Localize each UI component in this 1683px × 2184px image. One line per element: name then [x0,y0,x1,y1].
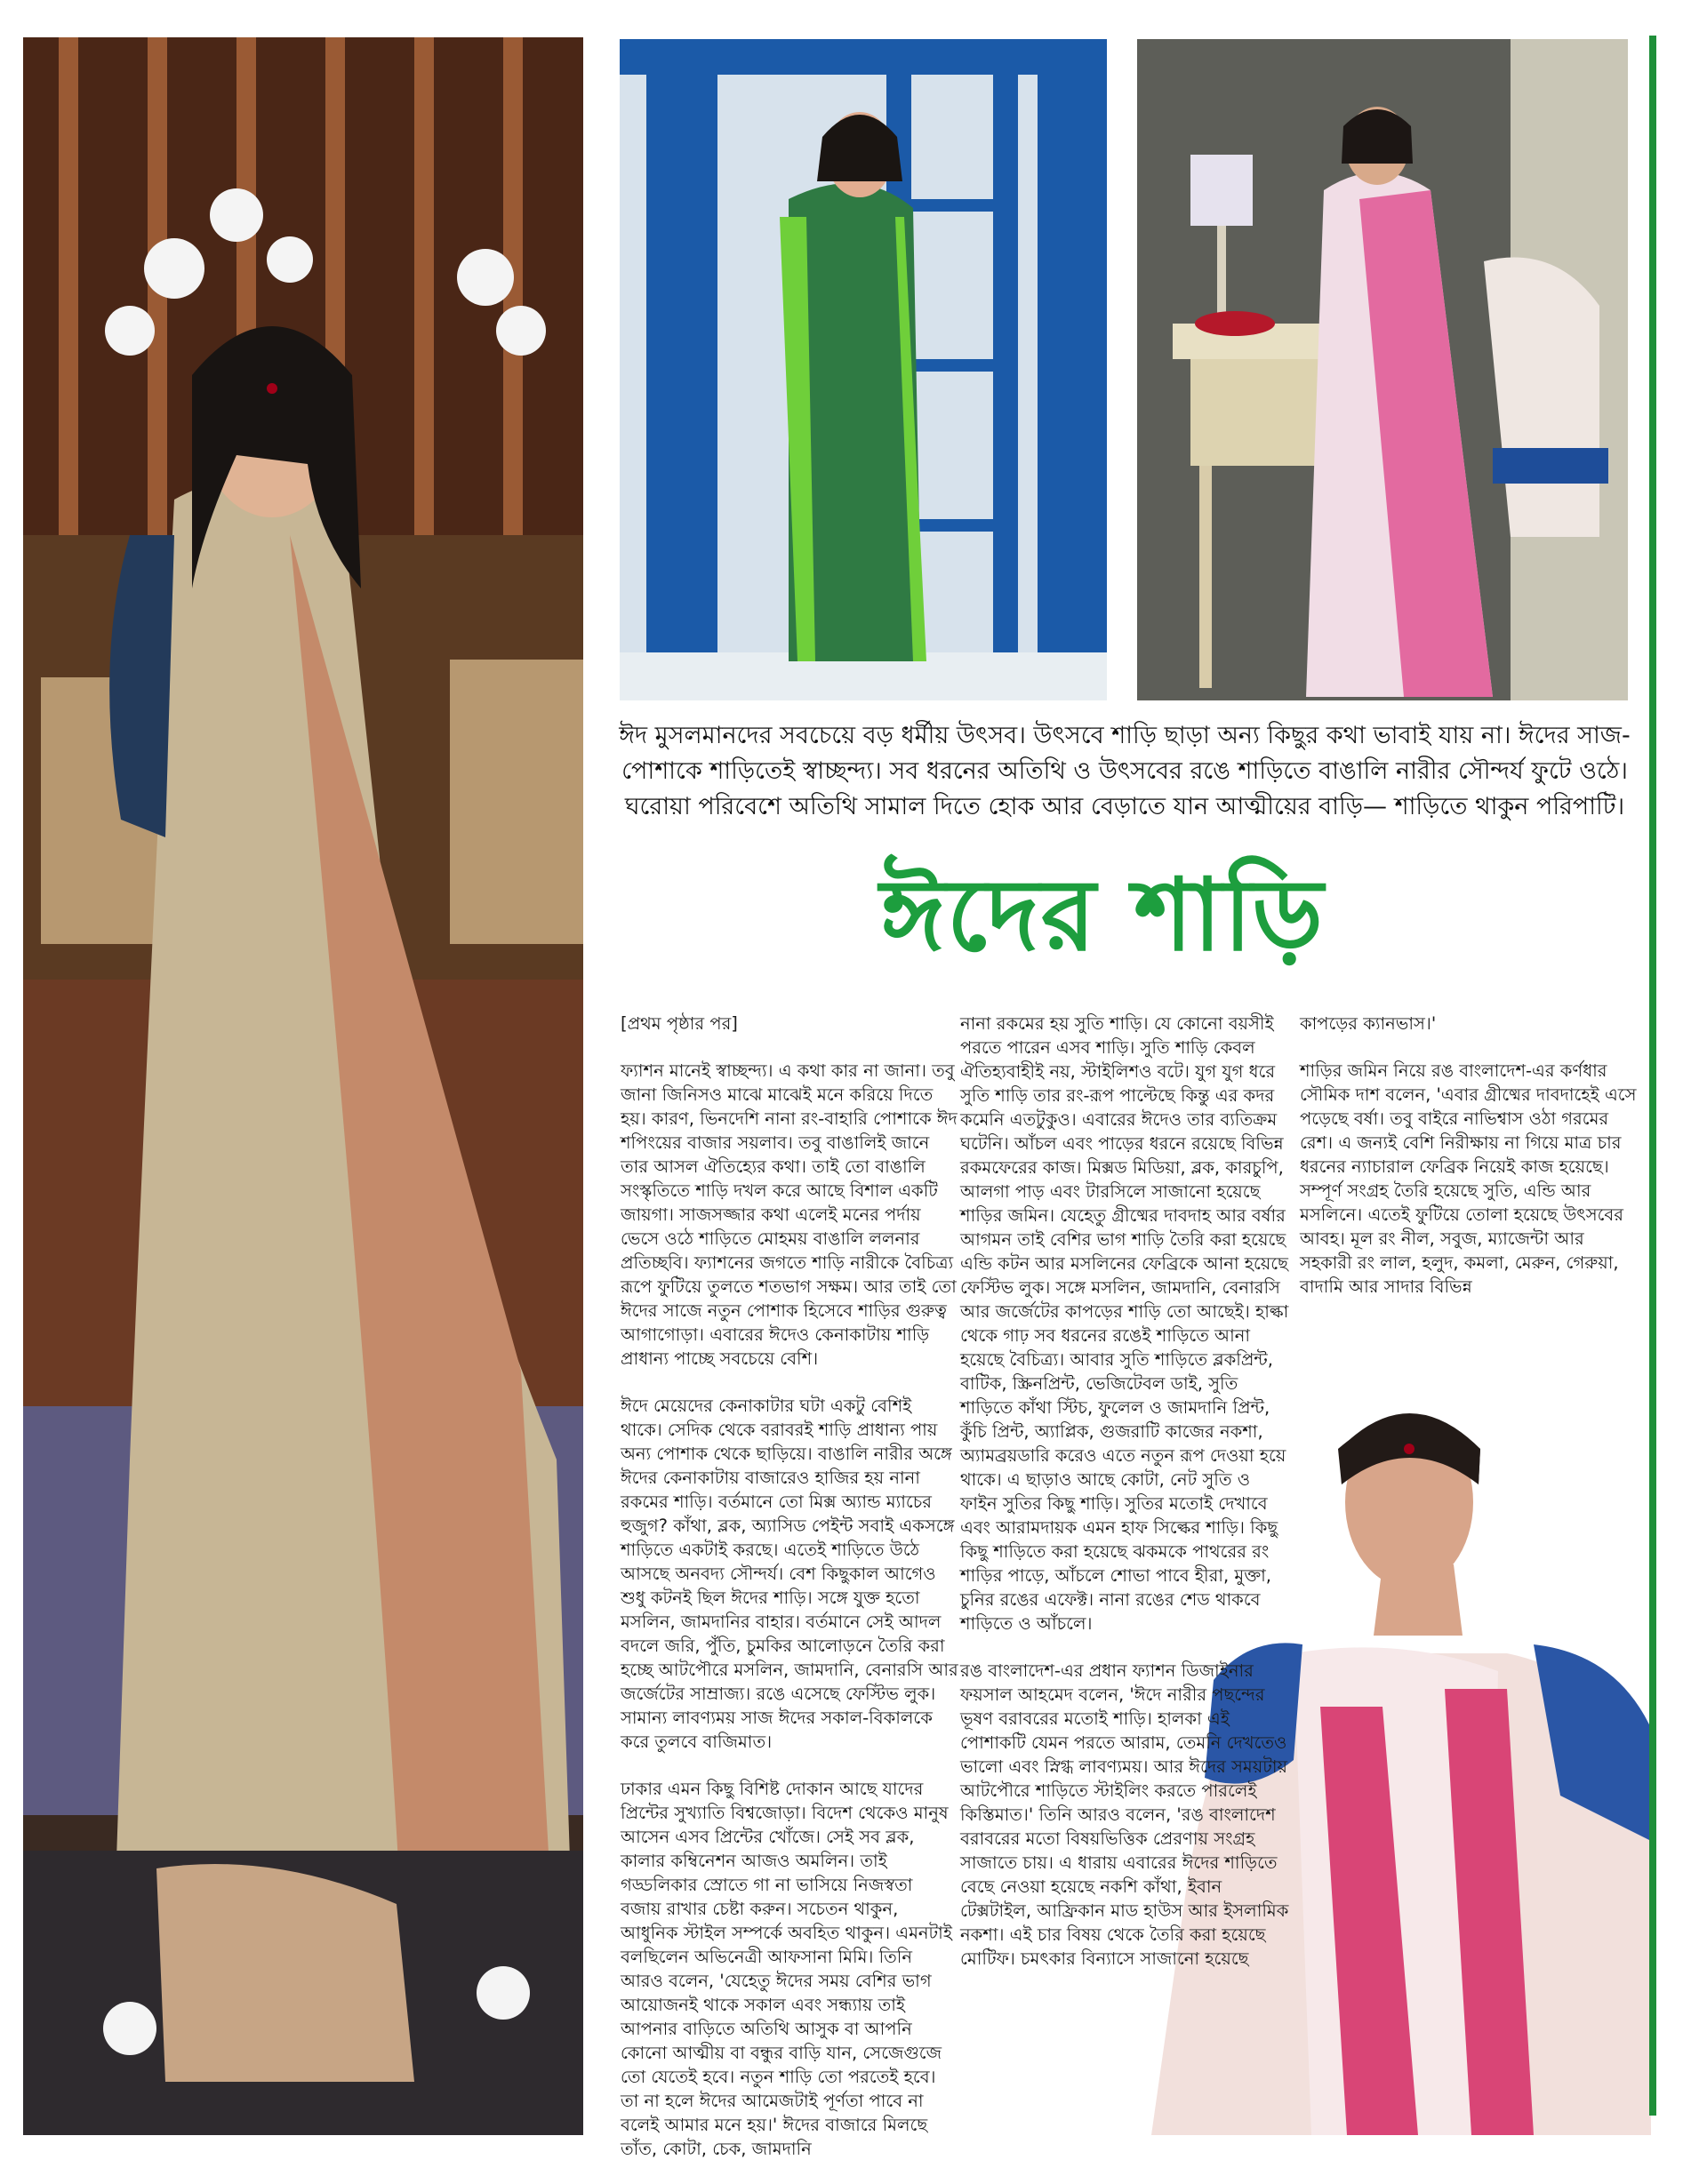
column-1 [621,1012,958,2184]
column-2 [960,1012,1289,1994]
paragraph: শাড়ির জমিন নিয়ে রঙ বাংলাদেশ-এর কর্ণধার সৌমিক দাশ বলেন, 'এবার গ্রীষ্মের দাবদাহেই এসে পড়েছে বর্ষা। তবু বাইরে নাভিশ্বাস ওঠা গরমের রেশ। এ জন্যই বেশি নিরীক্ষায় না গিয়ে মাত্র চার ধরনের ন্যাচারাল ফেব্রিক নিয়েই কাজ হয়েছে। সম্পূর্ণ সংগ্রহ তৈরি হয়েছে সুতি, এন্ডি আর মসলিনে। এতেই ফুটিয়ে তোলা হয়েছে উৎসবের আবহ। মূল রং নীল, সবুজ, ম্যাজেন্টা আর সহকারী রং লাল, হলুদ, কমলা, মেরুন, গেরুয়া, বাদামি আর সাদার বিভিন্ন [1300,1060,1637,1297]
headline: ঈদের শাড়ি [879,857,1326,973]
paragraph: কাপড়ের ক্যানভাস।' [1300,1013,1437,1034]
intro-text: ঈদ মুসলমানদের সবচেয়ে বড় ধর্মীয় উৎসব। উৎসবে শাড়ি ছাড়া অন্য কিছুর কথা ভাবাই যায় না। ঈদের সাজ-পোশাকে শাড়িতেই স্বাচ্ছন্দ্য। সব ধরনের অতিথি ও উৎসবের রঙে শাড়িতে বাঙালি নারীর সৌন্দর্য ফুটে ওঠে। ঘরোয়া পরিবেশে অতিথি সামাল দিতে হোক আর বেড়াতে যান আত্মীয়ের বাড়ি— শাড়িতে থাকুন পরিপাটি। [619,722,1631,820]
paragraph: ঢাকার এমন কিছু বিশিষ্ট দোকান আছে যাদের প্রিন্টের সুখ্যাতি বিশ্বজোড়া। বিদেশ থেকেও মানুষ আসেন এসব প্রিন্টের খোঁজে। সেই সব ব্লক, কালার কম্বিনেশন আজও অমলিন। তাই গড্ডলিকার স্রোতে গা না ভাসিয়ে নিজস্বতা বজায় রাখার চেষ্টা করুন। সচেতন থাকুন, আধুনিক স্টাইল সম্পর্কে অবহিত থাকুন। এমনটাই বলছিলেন অভিনেত্রী আফসানা মিমি। তিনি আরও বলেন, 'যেহেতু ঈদের সময় বেশির ভাগ আয়োজনই থাকে সকাল এবং সন্ধ্যায় তাই আপনার বাড়িতে অতিথি আসুক বা আপনি কোনো আত্মীয় বা বন্ধুর বাড়ি যান, সেজেগুজে তো যেতেই হবে। নতুন শাড়ি তো পরতেই হবে। তা না হলে ঈদের আমেজটাই পূর্ণতা পাবে না বলেই আমার মনে হয়।' ঈদের বাজারে মিলছে তাঁত, কোটা, চেক, জামদানি [621,1779,952,2159]
main-photo [23,37,583,2135]
green-photo [620,39,1107,700]
paragraph: ঈদে মেয়েদের কেনাকাটার ঘটা একটু বেশিই থাকে। সেদিক থেকে বরাবরই শাড়ি প্রাধান্য পায় অন্য পোশাক থেকে ছাড়িয়ে। বাঙালি নারীর অঙ্গে ঈদের কেনাকাটায় বাজারেও হাজির হয় নানা রকমের শাড়ি। বর্তমানে তো মিক্স অ্যান্ড ম্যাচের হুজুগ? কাঁথা, ব্লক, অ্যাসিড পেইন্ট সবাই একসঙ্গে শাড়িতে একটাই করছে। এতেই শাড়িতে উঠে আসছে অনবদ্য সৌন্দর্য। বেশ কিছুকাল আগেও শুধু কটনই ছিল ঈদের শাড়ি। সঙ্গে যুক্ত হতো মসলিন, জামদানির বাহার। বর্তমানে সেই আদল বদলে জরি, পুঁতি, চুমকির আলোড়নে তৈরি করা হচ্ছে আটপৌরে মসলিন, জামদানি, বেনারসি আর জর্জেটের সাম্রাজ্য। রঙে এসেছে ফেস্টিভ লুক। সামান্য লাবণ্যময় সাজ ঈদের সকাল-বিকালকে করে তুলবে বাজিমাত। [621,1396,958,1752]
paragraph: নানা রকমের হয় সুতি শাড়ি। যে কোনো বয়সীই পরতে পারেন এসব শাড়ি। সুতি শাড়ি কেবল ঐতিহ্যবাহীই নয়, স্টাইলিশও বটে। যুগ যুগ ধরে সুতি শাড়ি তার রং-রূপ পাল্টেছে কিন্তু এর কদর কমেনি এতটুকুও। এবারের ঈদেও তার ব্যতিক্রম ঘটেনি। আঁচল এবং পাড়ের ধরনে রয়েছে বিভিন্ন রকমফেরের কাজ। মিক্সড মিডিয়া, ব্লক, কারচুপি, আলগা পাড় এবং টারসিলে সাজানো হয়েছে শাড়ির জমিন। যেহেতু গ্রীষ্মের দাবদাহ আর বর্ষার আগমন তাই বেশির ভাগ শাড়ি তৈরি করা হয়েছে এন্ডি কটন আর মসলিনের ফেব্রিকে আনা হয়েছে ফেস্টিভ লুক। সঙ্গে মসলিন, জামদানি, বেনারসি আর জর্জেটের কাপড়ের শাড়ি তো আছেই। হাল্কা থেকে গাঢ় সব ধরনের রঙেই শাড়িতে আনা হয়েছে বৈচিত্র্য। আবার সুতি শাড়িতে ব্লকপ্রিন্ট, বাটিক, স্ক্রিনপ্রিন্ট, ভেজিটেবল ডাই, সুতি শাড়িতে কাঁথা স্টিচ, ফুলেল ও জামদানি প্রিন্ট, কুঁচি প্রিন্ট, অ্যাপ্লিক, গুজরাটি কাজের নকশা, অ্যামব্রয়ডারি করেও এতে নতুন রূপ দেওয়া হয়ে থাকে। এ ছাড়াও আছে কোটা, নেট সুতি ও ফাইন সুতির কিছু শাড়ি। সুতির মতোই দেখাবে এবং আরামদায়ক এমন হাফ সিল্কের শাড়ি। কিছু কিছু শাড়িতে করা হয়েছে ঝকমকে পাথরের রং শাড়ির পাড়ে, আঁচলে শোভা পাবে হীরা, মুক্তা, চুনির রঙের এফেক্ট। নানা রঙের শেড থাকবে শাড়িতে ও আঁচলে। [960,1013,1289,1634]
pink-photo [1137,39,1628,700]
column-3 [1300,1012,1638,1322]
paragraph: ফ্যাশন মানেই স্বাচ্ছন্দ্য। এ কথা কার না জানা। তবু জানা জিনিসও মাঝে মাঝেই মনে করিয়ে দিতে হয়। কারণ, ভিনদেশি নানা রং-বাহারি পোশাকে ঈদ শপিংয়ের বাজার সয়লাব। তবু বাঙালিই জানে তার আসল ঐতিহ্যের কথা। তাই তো বাঙালি সংস্কৃতিতে শাড়ি দখল করে আছে বিশাল একটি জায়গা। সাজসজ্জার কথা এলেই মনের পর্দায় ভেসে ওঠে শাড়িতে মোহময় বাঙালি ললনার প্রতিচ্ছবি। ফ্যাশনের জগতে শাড়ি নারীকে বৈচিত্র্য রূপে ফুটিয়ে তুলতে শতভাগ সক্ষম। আর তাই তো ঈদের সাজে নতুন পোশাক হিসেবে শাড়ির গুরুত্ব আগাগোড়া। এবারের ঈদেও কেনাকাটায় শাড়ি প্রাধান্য পাচ্ছে সবচেয়ে বেশি। [621,1060,958,1369]
continued-label: [প্রথম পৃষ্ঠার পর] [621,1013,738,1034]
paragraph: রঙ বাংলাদেশ-এর প্রধান ফ্যাশন ডিজাইনার ফয়সাল আহমেদ বলেন, 'ঈদে নারীর পছন্দের ভূষণ বরাবরের মতোই শাড়ি। হালকা এই পোশাকটি যেমন পরতে আরাম, তেমনি দেখতেও ভালো এবং স্নিগ্ধ লাবণ্যময়। আর ঈদের সময়টায় আটপৌরে শাড়িতে স্টাইলিং করতে পারলেই কিস্তিমাত।' তিনি আরও বলেন, 'রঙ বাংলাদেশ বরাবরের মতো বিষয়ভিত্তিক প্রেরণায় সংগ্রহ সাজাতে চায়। এ ধারায় এবারের ঈদের শাড়িতে বেছে নেওয়া হয়েছে নকশি কাঁথা, ইবান টেক্সটাইল, আফ্রিকান মাড হাউস আর ইসলামিক নকশা। এই চার বিষয় থেকে তৈরি করা হয়েছে মোটিফ। চমৎকার বিন্যাসে সাজানো হয়েছে [960,1660,1289,1969]
green-accent-rule [1649,36,1656,2116]
